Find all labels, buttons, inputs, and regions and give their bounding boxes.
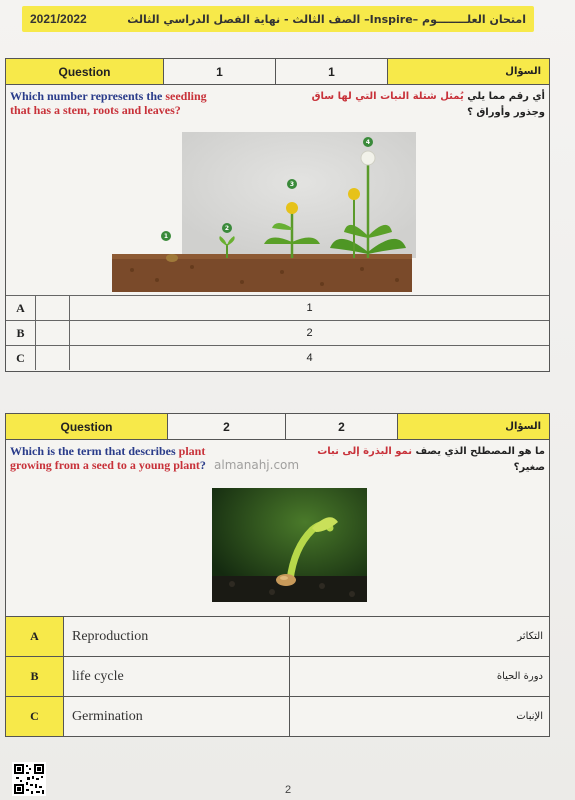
option-letter: B: [6, 321, 36, 345]
option-row[interactable]: [6, 696, 549, 736]
q1-text-part: that has a stem, roots and leaves?: [10, 103, 181, 117]
option-letter: C: [6, 697, 64, 736]
question-1-text-en: [10, 89, 260, 117]
option-text-en: Reproduction: [64, 617, 290, 656]
stage-label: 1: [163, 233, 169, 240]
exam-title: امتحان العلــــــــوم –Inspire– الصف الثالث - نهاية الفصل الدراسي الثالث: [127, 12, 526, 26]
watermark: almanahj.com: [214, 458, 300, 472]
option-value: 1: [306, 302, 313, 314]
option-value: 2: [306, 327, 313, 339]
option-text-ar: التكاثر: [517, 631, 543, 642]
q1-ar-part: وجذور وأوراق ؟: [467, 107, 545, 118]
q1-ar-highlight: يُمثل شتلة النبات التي لها ساق: [311, 91, 464, 102]
option-text-ar: الإنبات: [516, 711, 543, 722]
question-2-header: [6, 414, 549, 440]
q2-text-part: Which is the term that describes: [10, 444, 179, 458]
option-row[interactable]: [6, 295, 549, 320]
question-number-ar: 1: [276, 59, 388, 84]
question-label-en: Question: [6, 414, 168, 439]
germinating-seed-photo: [212, 488, 367, 602]
question-number-ar: 2: [286, 414, 398, 439]
plant-growth-stages-illustration: [112, 132, 416, 292]
question-number: 1: [164, 59, 276, 84]
q2-text-highlight: plant: [178, 444, 206, 458]
option-row[interactable]: [6, 320, 549, 345]
q2-text-highlight: growing from a seed to a young plant: [10, 458, 200, 472]
question-1-text-ar: [295, 89, 545, 121]
question-label-en: Question: [6, 59, 164, 84]
question-number: 2: [168, 414, 286, 439]
option-letter: B: [6, 657, 64, 696]
option-text-en: life cycle: [64, 657, 290, 696]
q2-ar-part: صغير؟: [513, 462, 545, 473]
option-letter: A: [6, 296, 36, 320]
stage-label: 3: [289, 181, 295, 188]
q2-ar-highlight: نمو البذرة إلى نبات: [317, 446, 413, 457]
question-2-text-ar: [295, 444, 545, 476]
question-label-ar: السؤال: [398, 414, 549, 439]
option-row[interactable]: [6, 656, 549, 696]
q2-ar-part: ما هو المصطلح الذي يصف: [412, 446, 545, 457]
exam-year: 2021/2022: [30, 12, 87, 26]
page-number: 2: [285, 784, 292, 796]
option-row[interactable]: [6, 616, 549, 656]
q2-text-part: ?: [199, 458, 206, 472]
option-value: 4: [306, 352, 313, 364]
q1-text-highlight: seedling: [165, 89, 207, 103]
stage-label: 4: [365, 139, 371, 146]
q1-text-part: Which number represents the: [10, 89, 166, 103]
question-1-header: [6, 59, 549, 85]
option-text-en: Germination: [64, 697, 290, 736]
exam-header: [22, 6, 534, 32]
stage-label: 2: [224, 225, 230, 232]
option-text-ar: دورة الحياة: [496, 671, 543, 682]
option-letter: C: [6, 346, 36, 370]
question-label-ar: السؤال: [388, 59, 549, 84]
q1-ar-part: أي رقم مما يلي: [463, 91, 545, 102]
option-letter: A: [6, 617, 64, 656]
option-row[interactable]: [6, 345, 549, 370]
qr-code-icon: [12, 762, 46, 796]
